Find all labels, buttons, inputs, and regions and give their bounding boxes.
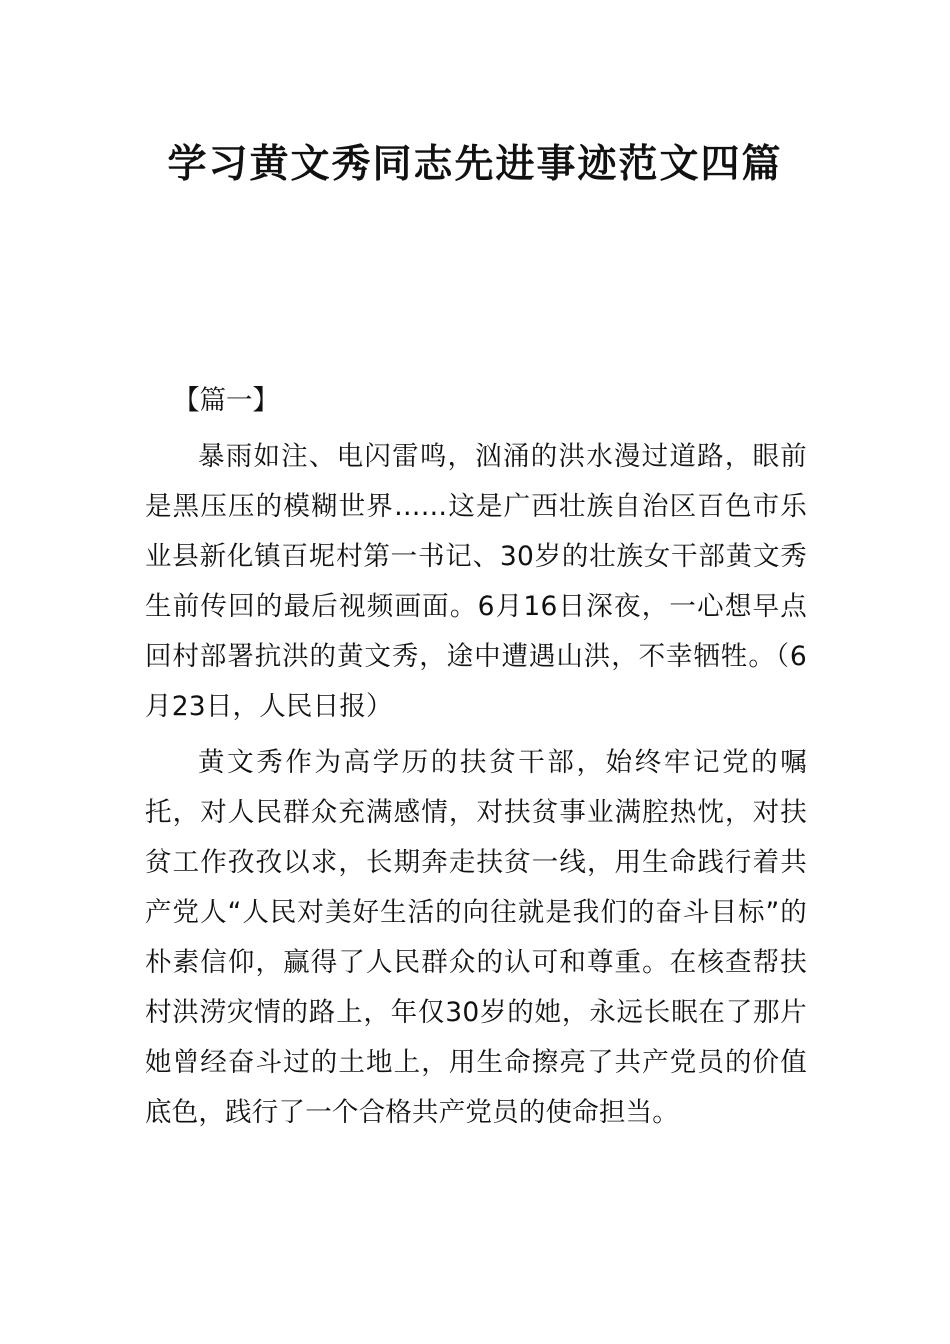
document-title: 学习黄文秀同志先进事迹范文四篇 — [167, 142, 783, 187]
paragraph-2: 黄文秀作为高学历的扶贫干部，始终牢记党的嘱托，对人民群众充满感情，对扶贫事业满腔热忱，对扶贫工作孜孜以求，长期奔走扶贫一线，用生命践行着共产党人“人民对美好生活的向往就是我们的奋斗目标”的朴素信仰，赢得了人民群众的认可和尊重。在核查帮扶村洪涝灾情的路上，年仅30岁的她，永远长眠在了那片她曾经奋斗过的土地上，用生命擦亮了共产党员的价值底色，践行了一个合格共产党员的使命担当。 — [145, 747, 807, 1128]
document-body — [145, 376, 807, 1138]
paragraph-1: 暴雨如注、电闪雷鸣，汹涌的洪水漫过道路，眼前是黑压压的模糊世界……这是广西壮族自治区百色市乐业县新化镇百坭村第一书记、30岁的壮族女干部黄文秀生前传回的最后视频画面。6月16日深夜，一心想早点回村部署抗洪的黄文秀，途中遭遇山洪，不幸牺牲。（6月23日，人民日报） — [145, 441, 807, 722]
section-heading: 【篇一】 — [173, 385, 279, 416]
